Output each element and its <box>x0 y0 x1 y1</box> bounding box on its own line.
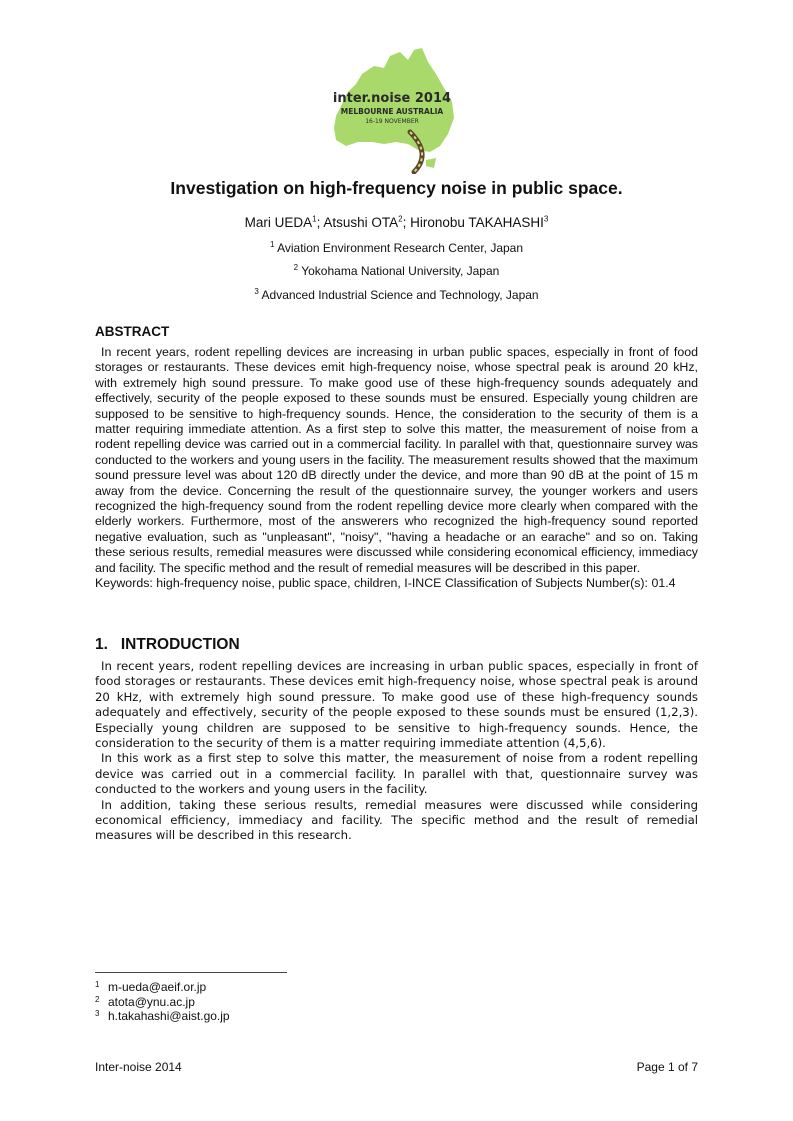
tasmania-shape <box>426 158 436 168</box>
footnote-rule <box>95 972 287 973</box>
footnotes <box>95 980 230 1024</box>
author-name: Atsushi OTA <box>323 215 399 230</box>
paper-title: Investigation on high-frequency noise in public space. <box>170 178 623 198</box>
author-1: Mari UEDA$^1$; <box>244 214 324 230</box>
logo-dates-text: 16-19 NOVEMBER <box>365 118 419 125</box>
conference-logo <box>318 44 468 174</box>
author-name: Mari UEDA <box>244 215 313 230</box>
affiliation-2: $^2$ Yokohama National University, Japan <box>293 263 500 278</box>
intro-paragraph-3: In addition, taking these serious results, remedial measures were discussed while considering economical efficiency, immediacy and facility. The specific method and the result of remedial measures will be described in this research. <box>95 797 698 843</box>
affiliation-1: $^1$ Aviation Environment Research Center, Japan <box>269 240 524 255</box>
footnote-1: 1 m-ueda@aeif.or.jp <box>95 980 207 994</box>
abstract-body <box>95 345 698 592</box>
author-affiliation-marker: 3 <box>543 214 549 224</box>
intro-paragraph-2: In this work as a first step to solve this matter, the measurement of noise from a rodent repelling device was carried out in a commercial facility. In parallel with that, questionnaire survey was conducted to the workers and young users in the facility. <box>95 751 698 797</box>
footnote-2: 2 atota@ynu.ac.jp <box>95 994 195 1009</box>
abstract-heading: ABSTRACT <box>95 324 170 339</box>
author-affiliation-marker: 2 <box>398 214 403 224</box>
author-list <box>0 215 793 230</box>
footnote-3: 3 h.takahashi@aist.go.jp <box>95 1009 230 1023</box>
footer-page-number: Page 1 of 7 <box>636 1060 698 1074</box>
intro-paragraph-1: In recent years, rodent repelling devices are increasing in urban public spaces, especially in front of food storages or restaurants. These devices emit high-frequency noise, whose spectral peak is around 20 kHz, with extremely high sound pressure. To make good use of these high-frequency sounds adequately and effectively, security of the people exposed to these sounds must be ensured (1,2,3). Especially young children are supposed to be sensitive to high-frequency sounds. Hence, the consideration to the security of them is a matter requiring immediate attention (4,5,6). <box>95 659 698 751</box>
keywords: Keywords: high-frequency noise, public space, children, I-INCE Classification of Subjects Number(s): 01.4 <box>95 576 676 591</box>
introduction-body <box>95 659 698 844</box>
introduction-heading: 1. INTRODUCTION <box>95 636 240 653</box>
logo-city-text: MELBOURNE AUSTRALIA <box>340 107 444 116</box>
author-name: Hironobu TAKAHASHI <box>410 215 544 230</box>
author-2: Atsushi OTA$^2$; <box>323 214 411 230</box>
logo-brand-text: inter.noise 2014 <box>332 91 452 106</box>
author-affiliation-marker: 1 <box>312 214 317 224</box>
footer-conference: Inter-noise 2014 <box>95 1060 182 1074</box>
author-3 <box>410 215 548 230</box>
abstract-text: In recent years, rodent repelling devices are increasing in urban public spaces, especially in front of food storages or restaurants. These devices emit high-frequency noise, whose spectral peak is around 20 kHz, with extremely high sound pressure. To make good use of these high-frequency sounds adequately and effectively, security of the people exposed to these sounds must be ensured. Especially young children are supposed to be sensitive to high-frequency sounds. Hence, the consideration to the security of them is a matter requiring immediate attention. As a first step to solve this matter, the measurement of noise from a rodent repelling device was carried out in a commercial facility. In parallel with that, questionnaire survey was conducted to the workers and young users in the facility. The measurement results showed that the maximum sound pressure level was about 120 dB directly under the device, and more than 90 dB at the point of 15 m away from the device. Concerning the result of the questionnaire survey, the younger workers and users recognized the high-frequency sound from the rodent repelling device more clearly when compared with the elderly workers. Furthermore, most of the answerers who recognized the high-frequency sound reported negative evaluation, such as "unpleasant", "noisy", "having a headache or an earache" and so on. Taking these serious results, remedial measures were discussed while considering economical efficiency, immediacy and facility. The specific method and the result of remedial measures will be described in this paper. <box>95 345 698 575</box>
affiliation-3: $^3$ Advanced Industrial Science and Technology, Japan <box>254 287 539 302</box>
